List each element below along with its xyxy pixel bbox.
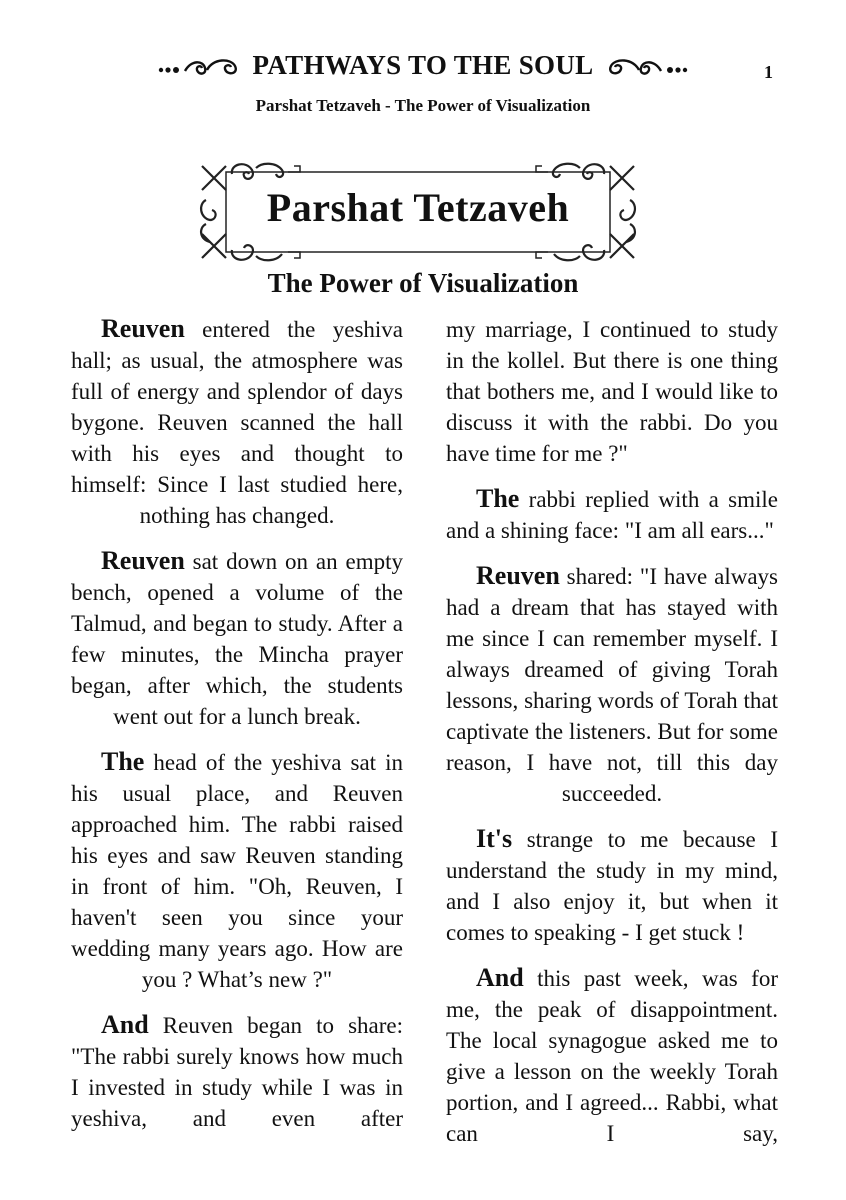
article-subtitle: The Power of Visualization (267, 268, 579, 298)
paragraph-text: strange to me because I understand the study in my mind, and I also enjoy it, but when it comes to speaking - I get stuck ! (446, 827, 778, 945)
paragraph-text: Reuven began to share: "The rabbi surely knows how much I invested in study while I was in yeshiva, and even after (71, 1013, 403, 1131)
right-flourish-icon (601, 54, 691, 78)
paragraph-text: rabbi replied with a smile and a shining face: "I am all ears..." (446, 487, 778, 543)
section-title: Parshat Tetzaveh (266, 185, 570, 230)
lead-word: It's (476, 824, 513, 853)
left-column (71, 313, 403, 1148)
paragraph (446, 823, 778, 948)
lead-word: Reuven (101, 546, 185, 575)
header-title-text: PATHWAYS TO THE SOUL (252, 50, 594, 80)
lead-word: And (101, 1010, 149, 1039)
paragraph-text: entered the yeshiva hall; as usual, the atmosphere was full of energy and splendor of days bygone. Reuven scanned the hall with his eyes and thought to himself: Since I last studied here, nothing has changed. (71, 317, 403, 528)
lead-word: Reuven (476, 561, 560, 590)
page-header (0, 50, 846, 83)
running-title (155, 50, 692, 81)
lead-word: The (101, 747, 145, 776)
paragraph (446, 313, 778, 469)
paragraph (446, 483, 778, 546)
paragraph (71, 313, 403, 531)
paragraph (71, 545, 403, 732)
paragraph (446, 560, 778, 809)
right-column (446, 313, 778, 1163)
page-subheader: Parshat Tetzaveh - The Power of Visualization (255, 96, 591, 115)
page-number: 1 (764, 62, 773, 82)
paragraph-text: sat down on an empty bench, opened a volume of the Talmud, and began to study. After a few minutes, the Mincha prayer began, after which, the students went out for a lunch break. (71, 549, 403, 729)
paragraph-text: head of the yeshiva sat in his usual place, and Reuven approached him. The rabbi raised his eyes and saw Reuven standing in front of him. "Oh, Reuven, I haven't seen you since your wedding many years ago. How are you ? What’s new ?" (71, 750, 403, 992)
left-flourish-icon (155, 54, 245, 78)
paragraph (71, 1009, 403, 1134)
paragraph (446, 962, 778, 1149)
lead-word: Reuven (101, 314, 185, 343)
paragraph-text: my marriage, I continued to study in the kollel. But there is one thing that bothers me, and I would like to discuss it with the rabbi. Do you have time for me ?" (446, 317, 778, 466)
lead-word: And (476, 963, 524, 992)
paragraph-text: this past week, was for me, the peak of disappointment. The local synagogue asked me to give a lesson on the weekly Torah portion, and I agreed... Rabbi, what can I say, (446, 966, 778, 1146)
paragraph (71, 746, 403, 995)
paragraph-text: shared: "I have always had a dream that has stayed with me since I can remember myself. I always dreamed of giving Torah lessons, sharing words of Torah that captivate the listeners. But for some reason, I have not, till this day succeeded. (446, 564, 778, 806)
lead-word: The (476, 484, 520, 513)
